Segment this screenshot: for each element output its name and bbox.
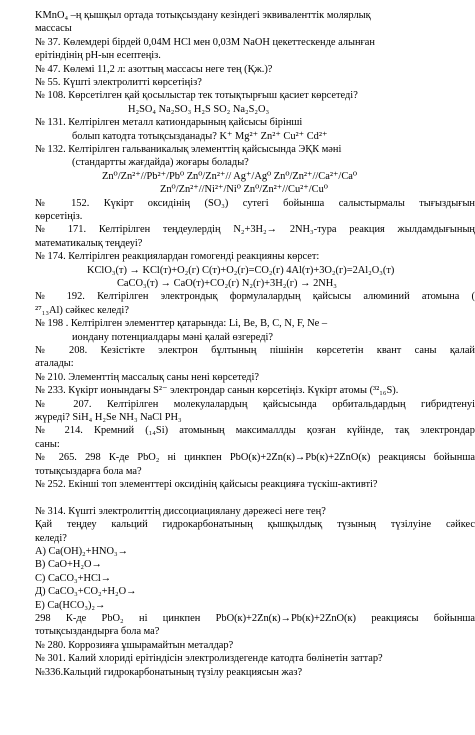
text-line: Қай теңдеу кальций гидрокарбонатының қышқылдық түзының түзілуіне сәйкес: [35, 519, 475, 531]
text-line: Zn⁰/Zn²⁺//Pb²⁺/Pb⁰ Zn⁰/Zn²⁺// Ag⁺/Ag⁰ Zn⁰/Zn²⁺//Ca²⁺/Ca⁰: [102, 170, 358, 182]
text-line: саны:: [35, 438, 60, 450]
text-line: № 207. Келтірілген молекулалардың қайсысында орбитальдардың гибридтенуі: [35, 398, 475, 410]
text-line: H₂SO₄ Na₂SO₃ H₂S SO₂ Na₂S₂O₃: [128, 103, 270, 115]
text-line: № 314. Күшті электролиттің диссоциациялану дәрежесі неге тең?: [35, 505, 326, 517]
text-line: ²⁷₁₃Al) сәйкес келеді?: [35, 304, 129, 316]
text-line: № 192. Келтірілген электрондық формулалардың қайсысы алюминий атомына (: [35, 291, 475, 303]
text-line: тотықсыздандырға бола ма?: [35, 626, 160, 638]
text-line: № 47. Көлемі 11,2 л: азоттың массасы неге тең (Қж.)?: [35, 63, 273, 75]
text-line: № 214. Кремний (₁₄Si) атомының максималлды қозған күйінде, тақ электрондар: [35, 425, 475, 437]
text-line: № 198 . Келтірілген элементтер қатарында: Li, Be, B, C, N, F, Ne –: [35, 318, 328, 330]
text-line: KClO₃(т) → KCl(т)+O₂(г) C(т)+O₂(г)=CO₂(г) 4Al(т)+3O₂(г)=2Al₂O₃(т): [87, 264, 395, 276]
text-line: KMnO₄ –ң қышқыл ортада тотықсыздану кезіндегі эквиваленттік молярлық: [35, 10, 371, 21]
text-line: 298 К-де PbO₂ ні цинкпен PbO(к)+2Zn(к)→Pb(к)+2ZnO(к) реакциясы бойынша: [35, 613, 475, 624]
text-line: C) CaCO₃+HCl→: [35, 572, 112, 584]
text-line: иондану потенциалдары мәні қалай өзгереді?: [72, 331, 274, 343]
text-line: № 174. Келтірілген реакциялардан гомогенді реакцияны көрсет:: [35, 251, 320, 263]
text-line: тотықсыздарға бола ма?: [35, 465, 142, 477]
text-line: аталады:: [35, 358, 74, 370]
text-line: CaCO₃(т) → CaO(т)+CO₂(г) N₂(г)+3H₂(г) → 2NH₃: [117, 278, 337, 289]
text-line: № 301. Калий хлориді ерітіндісін электролиздегенде катодта бөлінетін заттар?: [35, 653, 383, 665]
text-line: № 132. Келтірілген гальваникалық элементтің қайсысында ЭҚК мәні: [35, 144, 342, 155]
text-line: болып катодта тотықсызданады? K⁺ Mg²⁺ Zn²⁺ Cu²⁺ Cd²⁺: [72, 130, 328, 142]
text-line: (стандартты жағдайда) жоғары болады?: [72, 157, 249, 169]
text-line: № 280. Коррозияға ұшырамайтын металдар?: [35, 639, 234, 651]
text-line: келеді?: [35, 532, 67, 544]
text-line: № 210. Элементтің массалық саны нені көрсетеді?: [35, 371, 259, 383]
text-line: № 108. Көрсетілген қай қосылыстар тек тотықтырғыш қасиет көрсетеді?: [35, 90, 358, 102]
text-line: В) CaO+H₂O→: [35, 559, 102, 571]
text-line: математикалық теңдеуі?: [35, 237, 143, 249]
text-line: Д) CaCO₃+CO₂+H₂O→: [35, 586, 137, 598]
text-line: № 208. Кезістікте электрон бұлтының пішінін көрсететін квант саны қалай: [35, 345, 475, 356]
text-line: № 37. Көлемдері бірдей 0,04М HCl мен 0,03М NaOH цекеттескенде алынған: [35, 36, 375, 48]
text-line: № 233. Күкірт ионындағы S²⁻ электрондар санын көрсетіңіз. Күкірт атомы (³²₁₆S).: [35, 385, 399, 397]
text-line: № 152. Күкірт оксидінің (SO₃) сутегі бойынша салыстырмалы тығыздығын: [35, 197, 475, 209]
text-line: массасы: [35, 23, 72, 35]
text-line: А) Ca(OH)₂+HNO₃→: [35, 546, 129, 557]
text-line: Zn⁰/Zn²⁺//Ni²⁺/Ni⁰ Zn⁰/Zn²⁺//Cu²⁺/Cu⁰: [160, 184, 328, 196]
text-line: E) Ca(HCO₃)₂→: [35, 599, 106, 611]
text-line: № 55. Күшті электролитті көрсетіңіз?: [35, 77, 202, 88]
text-line: жүреді? SiH₄ H₂Se NH₃ NaCl PH₃: [35, 412, 182, 423]
text-line: көрсетіңіз.: [35, 211, 83, 222]
text-line: № 252. Екінші топ элементтері оксидінің қайсысы реакцияға түскіш-активті?: [35, 479, 378, 490]
text-line: № 265. 298 К-де PbO₂ ні цинкпен PbO(к)+2Zn(к)→Pb(к)+2ZnO(к) реакциясы бойынша: [35, 452, 475, 464]
text-line: № 131. Келтірілген металл катиондарының қайсысы бірінші: [35, 117, 303, 129]
text-line: №336.Кальций гидрокарбонатының түзілу реакциясын жаз?: [35, 666, 303, 678]
text-line: № 171. Келтірілген теңдеулердің N₂+3H₂→ 2NH₃-тура реакция жылдамдығының: [35, 224, 475, 236]
text-line: ерітіндінің рН-ын есептеңіз.: [35, 50, 161, 62]
